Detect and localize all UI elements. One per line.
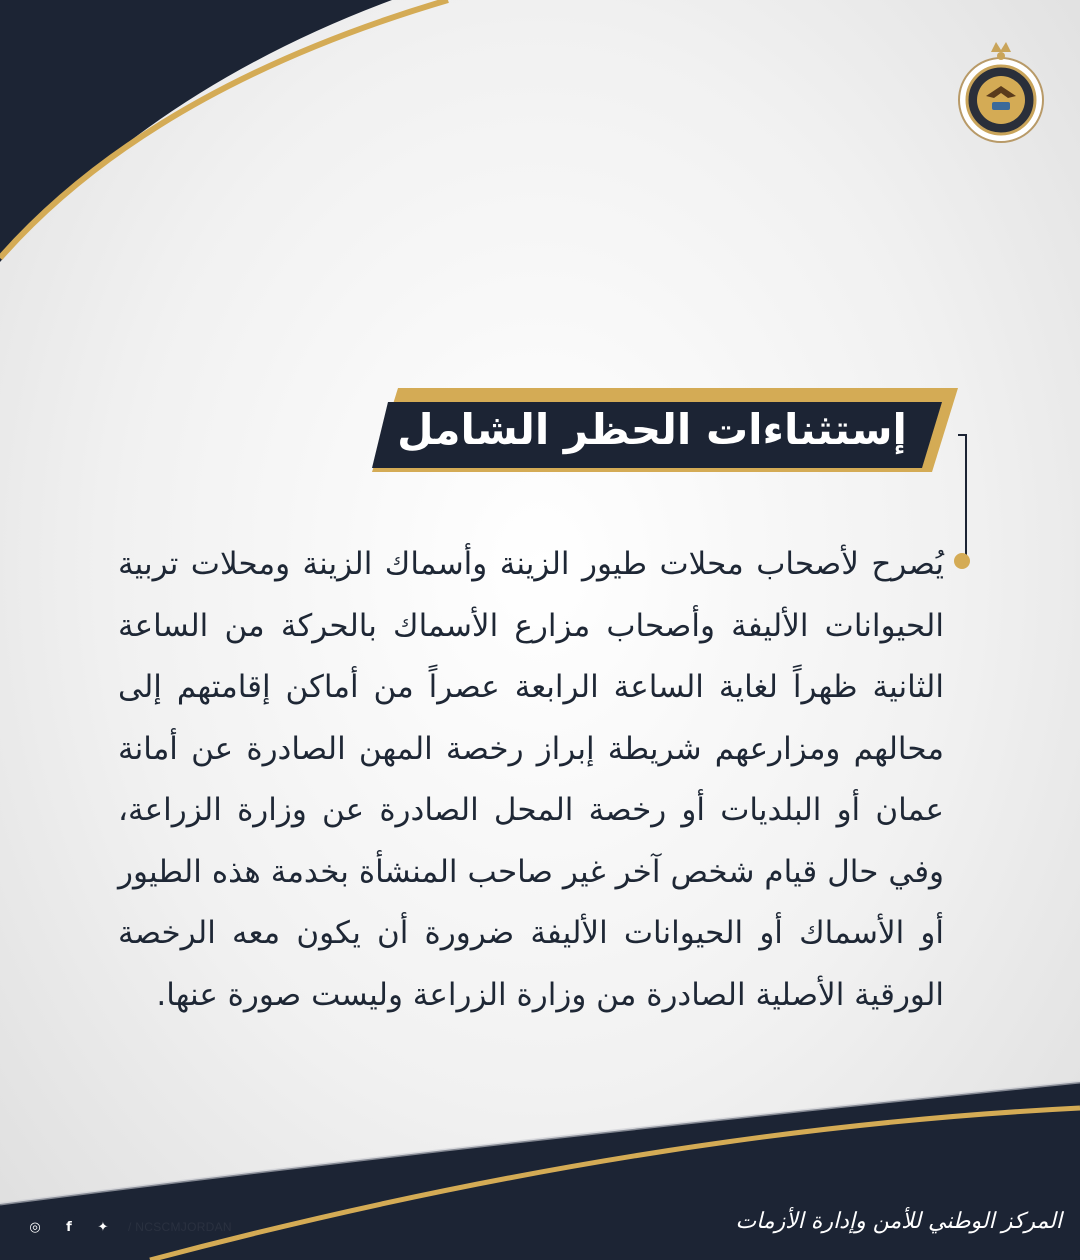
bullet-dot-icon [954, 553, 970, 569]
facebook-icon[interactable]: f [56, 1214, 82, 1240]
social-links [22, 1212, 232, 1242]
page-title: إستثناءات الحظر الشامل [397, 405, 907, 454]
social-handle: / NCSCMJORDAN [128, 1220, 232, 1234]
title-banner [372, 388, 960, 472]
twitter-icon[interactable]: ✦ [90, 1214, 116, 1240]
organization-name: المركز الوطني للأمن وإدارة الأزمات [735, 1209, 1062, 1234]
emblem-seal-icon [956, 38, 1046, 148]
body-paragraph: يُصرح لأصحاب محلات طيور الزينة وأسماك الزينة ومحلات تربية الحيوانات الأليفة وأصحاب مزارع الأسماك بالحركة من الساعة الثانية ظهراً لغاية الساعة الرابعة عصراً من أماكن إقامتهم إلى محالهم ومزارعهم شريطة إبراز رخصة المهن الصادرة عن أمانة عمان أو البلديات أو رخصة المحل الصادرة عن وزارة الزراعة، وفي حال قيام شخص آخر غير صاحب المنشأة بخدمة هذه الطيور أو الأسماك أو الحيوانات الأليفة ضرورة أن يكون معه الرخصة الورقية الأصلية الصادرة من وزارة الزراعة وليست صورة عنها. [118, 546, 944, 1013]
instagram-icon[interactable]: ◎ [22, 1214, 48, 1240]
connector-line [958, 434, 968, 564]
